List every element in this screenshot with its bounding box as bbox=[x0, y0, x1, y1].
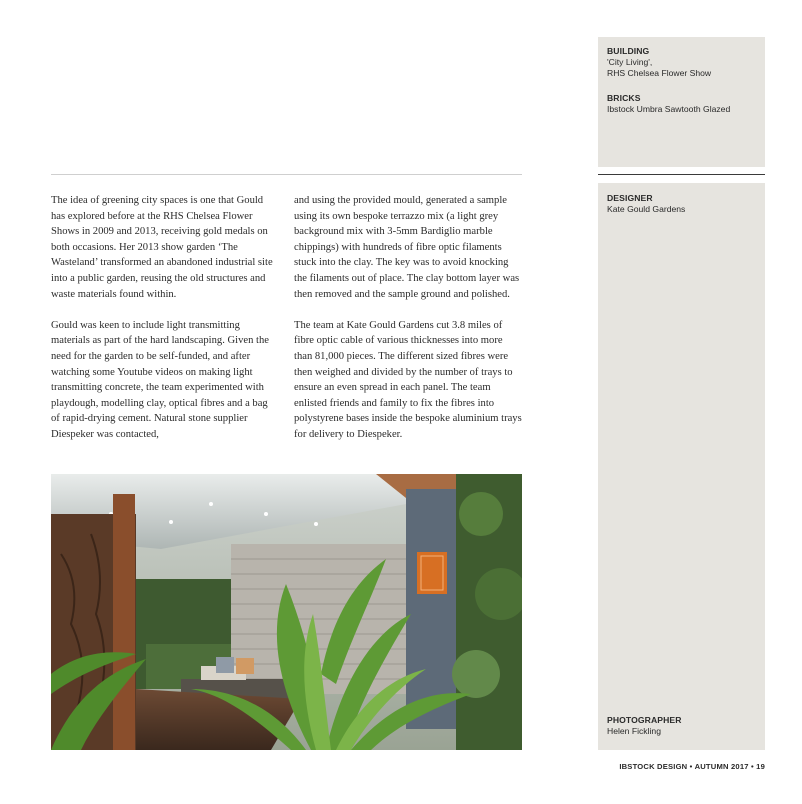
building-line-1: 'City Living', bbox=[607, 57, 653, 67]
designer-credit bbox=[607, 193, 685, 215]
photographer-value: Helen Fickling bbox=[607, 726, 661, 736]
bricks-value: Ibstock Umbra Sawtooth Glazed bbox=[607, 104, 731, 114]
credits-panel-bottom bbox=[598, 183, 765, 750]
page-footer: IBSTOCK DESIGN • AUTUMN 2017 • 19 bbox=[619, 762, 765, 771]
paragraph: The idea of greening city spaces is one that Gould has explored before at the RHS Chelsea Flower Shows in 2009 and 2013, receiving gold medals on both occasions. Her 2013 show garden ‘The Wasteland’ transformed an abandoned industrial site into a public garden, reusing the old structures and waste materials found within. bbox=[51, 195, 273, 300]
building-line-2: RHS Chelsea Flower Show bbox=[607, 68, 712, 78]
article-column-right bbox=[294, 193, 522, 458]
building-credit bbox=[607, 46, 711, 79]
garden-photo-illustration bbox=[51, 474, 522, 750]
bricks-heading: BRICKS bbox=[607, 93, 641, 103]
designer-heading: DESIGNER bbox=[607, 193, 653, 203]
building-heading: BUILDING bbox=[607, 46, 650, 56]
sidebar-divider bbox=[598, 174, 765, 175]
article-column-left bbox=[51, 193, 279, 458]
content-divider bbox=[51, 174, 522, 175]
paragraph: The team at Kate Gould Gardens cut 3.8 miles of fibre optic cable of various thicknesses into more than 81,000 pieces. The different sized fibres were then weighed and divided by the number of trays to ensure an even spread in each panel. The team enlisted friends and family to fix the fibres into polystyrene bases inside the bespoke aluminium trays for delivery to Diespeker. bbox=[294, 319, 522, 440]
designer-value: Kate Gould Gardens bbox=[607, 204, 686, 214]
photographer-credit bbox=[607, 715, 682, 737]
paragraph: and using the provided mould, generated a sample using its own bespoke terrazzo mix (a light grey background mix with 3-5mm Bardiglio marble chippings) with hundreds of fibre optic filaments stuck into the clay. The key was to avoid knocking the filaments out of place. The clay bottom layer was then removed and the sample ground and polished. bbox=[294, 195, 520, 300]
paragraph: Gould was keen to include light transmitting materials as part of the hard landscaping. Given the need for the garden to be self-funded, and after watching some Youtube videos on making light transmitting concrete, the team experimented with playdough, modelling clay, optical fibres and a bag of rapid-drying cement. Natural stone supplier Diespeker was contacted, bbox=[51, 319, 269, 440]
garden-photo bbox=[51, 474, 522, 750]
bricks-credit bbox=[607, 93, 730, 115]
credits-panel-top bbox=[598, 37, 765, 167]
photographer-heading: PHOTOGRAPHER bbox=[607, 715, 682, 725]
